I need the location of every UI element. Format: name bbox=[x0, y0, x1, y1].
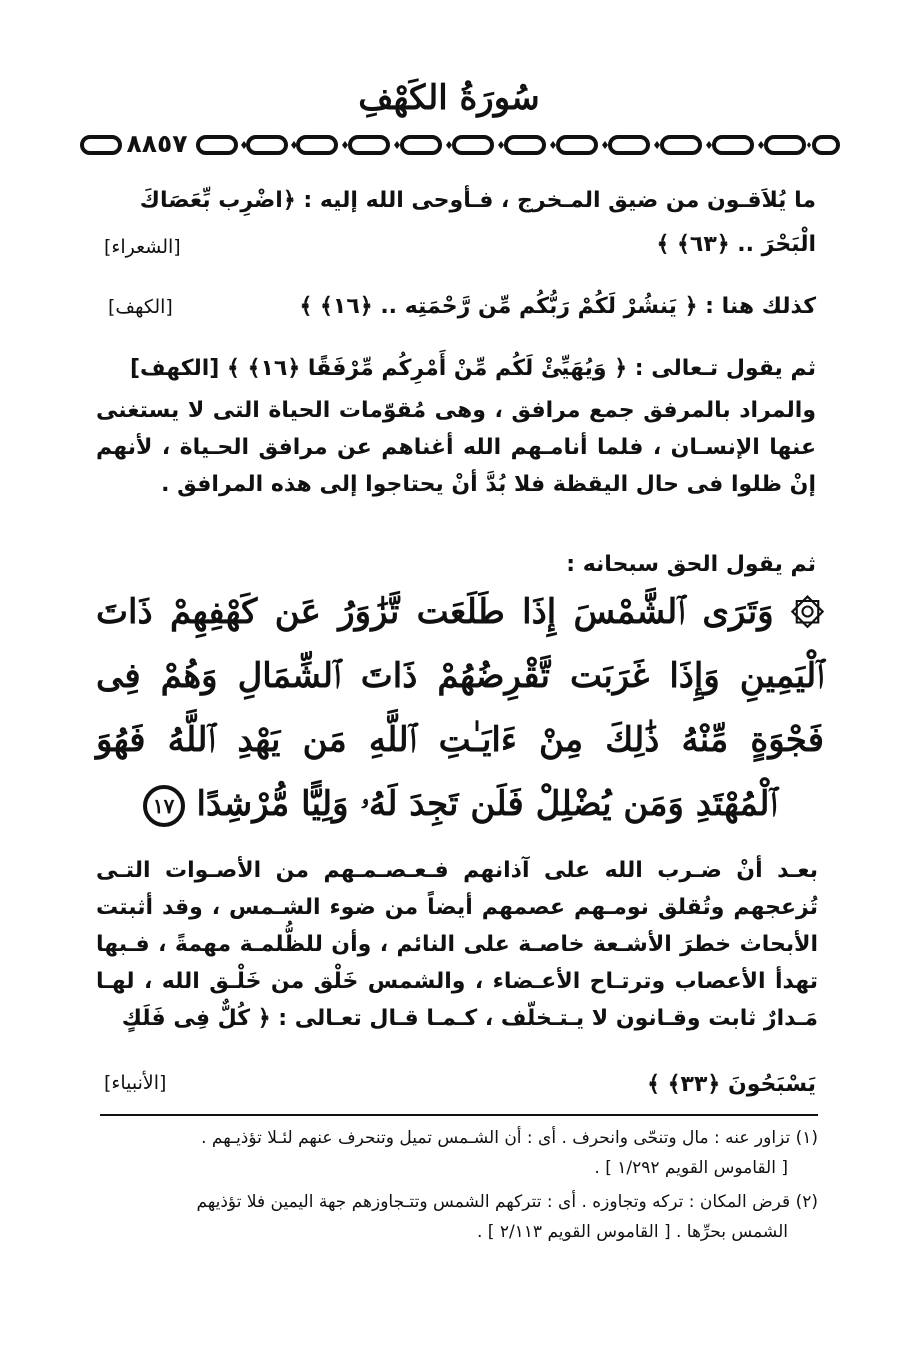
ayah-number-mark: ١٧ bbox=[143, 785, 185, 827]
commentary-last-line: يَسْبَحُونَ ﴿٣٣﴾ ﴾ bbox=[647, 1072, 816, 1097]
paragraph-1-line-2: الْبَحْرَ .. ﴿٦٣﴾ ﴾ bbox=[656, 232, 816, 257]
paragraph-2: كذلك هنا : ﴿ يَنشُرْ لَكُمْ رَبُّكُم مِّن رَّحْمَتِه .. ﴿١٦﴾ ﴾ bbox=[299, 294, 816, 319]
paragraph-4: ثم يقول الحق سبحانه : bbox=[566, 552, 816, 577]
footnote-1-line-1: (١) تزاور عنه : مال وتنحّى وانحرف . أى : أن الشـمس تميل وتنحرف عنهم لئـلا تؤذيـهم . bbox=[201, 1128, 818, 1148]
paragraph-3-line-1: ثم يقول تـعالى : ﴿ وَيُهَيِّئْ لَكُم مِّنْ أَمْرِكُم مِّرْفَقًا ﴿١٦﴾ ﴾ [الكهف] bbox=[129, 356, 816, 381]
footnote-2-line-1: (٢) قرض المكان : تركه وتجاوزه . أى : تتركهم الشمس وتتـجاوزهم جهة اليمين فلا تؤذيهم bbox=[196, 1192, 818, 1212]
footnote-1-line-2: [ القاموس القويم ١/٢٩٢ ] . bbox=[594, 1158, 788, 1178]
reference-shuara: [الشعراء] bbox=[104, 236, 181, 258]
reference-kahf-1: [الكهف] bbox=[108, 296, 173, 318]
commentary-body: بعـد أنْ ضـرب الله على آذانهم فـعـصـمـهم من الأصـوات التـى تُزعجهم وتُقلق نومـهم عصمهم أيضاً من ضوء الشـمس ، وقد أثبتت الأبحاث خطرَ الأشـعة خاصـة على النائم ، وأن للظُّلمـة مهمةً ، فـبها تهدأ الأعصاب وترتـاح الأعـضاء ، والشمس خَلْق من خَلْـق الله ، لهـا مَـدارٌ ثابت وقـانون لا يـتـخلّف ، كـمـا قـال تعـالى : ﴿ كُلٌّ فِى فَلَكٍ bbox=[96, 858, 818, 1031]
quran-verse bbox=[96, 580, 824, 836]
reference-anbiya: [الأنبياء] bbox=[104, 1072, 167, 1094]
ornament-bar bbox=[78, 130, 842, 160]
footnote-separator bbox=[100, 1114, 818, 1116]
paragraph-3-body: والمراد بالمرفق جمع مرافق ، وهى مُقوّمات الحياة التى لا يستغنى عنها الإنسـان ، فلما أنامـهم الله أغناهم عن مرافق الحـياة ، لأنهم إنْ ظلوا فى حال اليقظة فلا بُدَّ أنْ يحتاجوا إلى هذه المرافق . bbox=[96, 398, 816, 497]
verse-text: ۞ وَتَرَى ٱلشَّمْسَ إِذَا طَلَعَت تَّزَٰوَرُ عَن كَهْفِهِمْ ذَاتَ ٱلْيَمِينِ وَإِذَا غَرَبَت تَّقْرِضُهُمْ ذَاتَ ٱلشِّمَالِ وَهُمْ فِى فَجْوَةٍ مِّنْهُ ذَٰلِكَ مِنْ ءَايَـٰتِ ٱللَّهِ مَن يَهْدِ ٱللَّهُ فَهُوَ ٱلْمُهْتَدِ وَمَن يُضْلِلْ فَلَن تَجِدَ لَهُۥ وَلِيًّا مُّرْشِدًا bbox=[96, 592, 824, 824]
paragraph-1-line-1: ما يُلاَقـون من ضيق المـخرج ، فـأوحى الله إليه : ﴿اضْرِب بِّعَصَاكَ bbox=[139, 188, 816, 213]
page-number: ٨٨٥٧ bbox=[124, 128, 190, 160]
footnote-2-line-2: الشمس بحرِّها . [ القاموس القويم ٢/١١٣ ] . bbox=[476, 1222, 788, 1242]
surah-title: سُورَةُ الكَهْفِ bbox=[358, 78, 540, 118]
